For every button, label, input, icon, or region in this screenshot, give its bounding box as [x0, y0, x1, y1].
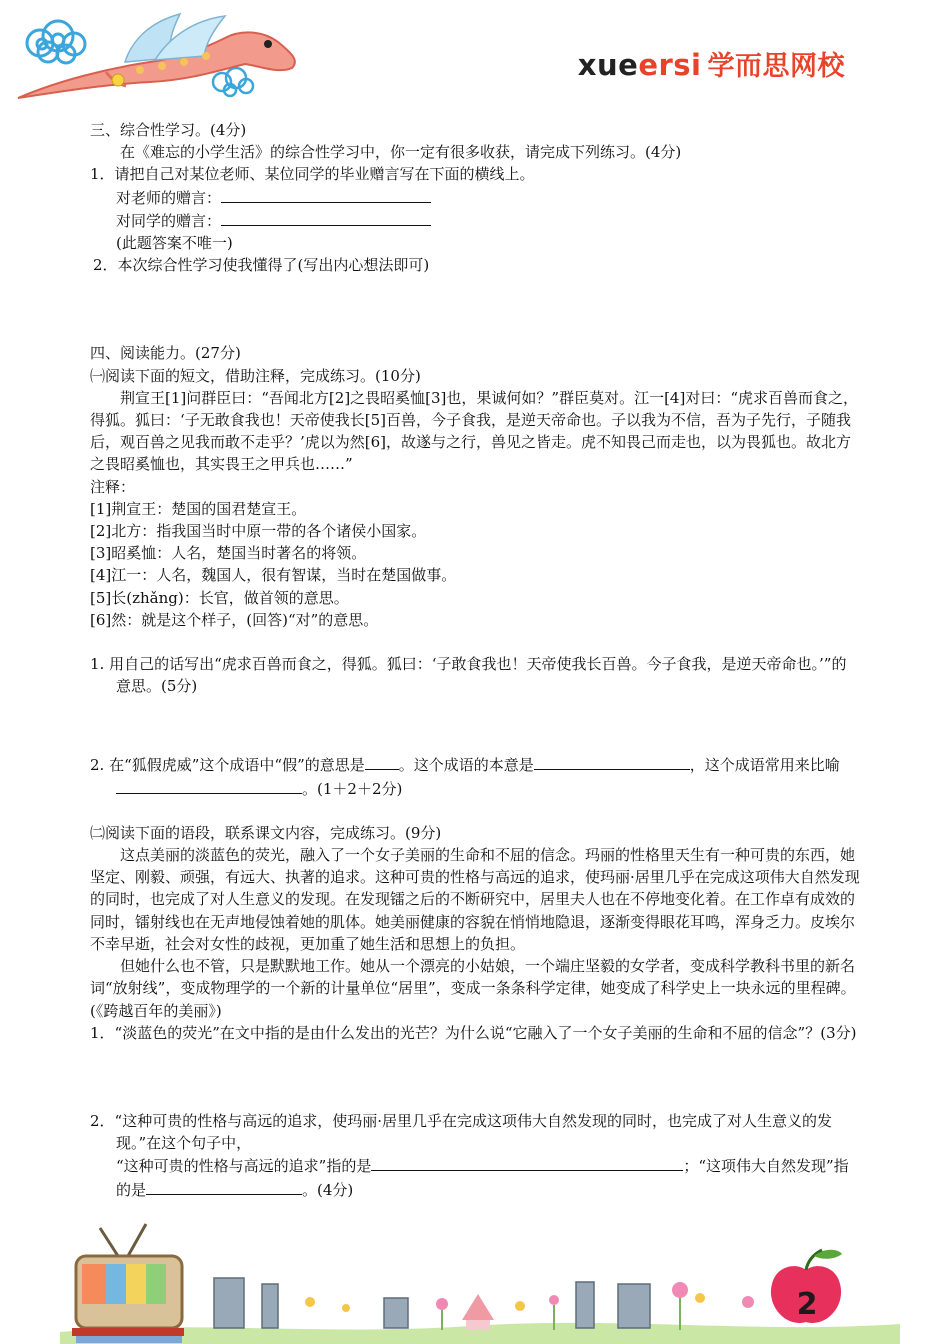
passage-1-title: ㈠阅读下面的短文，借助注释，完成练习。(10分): [90, 366, 421, 385]
section-3-intro: 在《难忘的小学生活》的综合性学习中，你一定有很多收获，请完成下列练习。(4分): [120, 143, 682, 162]
notes-title: 注释：: [90, 477, 136, 496]
page-footer: [0, 1210, 950, 1344]
classmate-message-blank[interactable]: [221, 209, 431, 226]
brand-cn: 学而思网校: [707, 51, 845, 82]
passage-2-title: ㈡阅读下面的语段，联系课文内容，完成练习。(9分): [90, 823, 442, 842]
passage-2-q2: 2．“这种可贵的性格与高远的追求，使玛丽·居里几乎在完成这项伟大自然发现的同时，也完成了对人生意义的发现。”在这个句子中，: [90, 1111, 832, 1153]
page-number: 2: [796, 1287, 818, 1322]
q2-blank-label-c: 。(4分): [302, 1180, 354, 1199]
section-3-title: 三、综合性学习。(4分): [90, 121, 247, 139]
q2-text-a: 2. 在“狐假虎威”这个成语中“假”的意思是: [90, 756, 365, 775]
brand-logo: [578, 44, 845, 83]
teacher-message-blank[interactable]: [221, 186, 431, 203]
classmate-message-row: [90, 209, 860, 232]
idiom-metaphor-blank[interactable]: [116, 777, 302, 794]
passage-1-q2: [90, 753, 860, 799]
note-item: [3]昭奚恤：人名，楚国当时著名的将领。: [90, 544, 367, 563]
passage-2-para-1: 这点美丽的淡蓝色的荧光，融入了一个女子美丽的生命和不屈的信念。玛丽的性格里天生有一种可贵的东西，她坚定、刚毅、顽强，有远大、执著的追求。这种可贵的性格与高远的追求，使玛丽·居里几乎在完成这项伟大自然发现的同时，也完成了对人生意义的发现。在发现镭之后的不断研究中，居里夫人也在不停地变化着。在工作卓有成效的同时，镭射线也在无声地侵蚀着她的肌体。她美丽健康的容貌在悄悄地隐退，逐渐变得眼花耳鸣，浑身乏力。皮埃尔不幸早逝，社会对女性的歧视，更加重了她生活和思想上的负担。: [90, 846, 860, 953]
q2-text-c: ，这个成语常用来比喻: [689, 756, 840, 775]
answer-space: [90, 276, 860, 342]
tv-icon: [72, 1224, 184, 1343]
brand-latin-1: xue: [577, 48, 639, 82]
trait-blank[interactable]: [371, 1154, 683, 1171]
note-item: [6]然：就是这个样子，(回答)“对”的意思。: [90, 610, 379, 629]
passage-2-para-2: 但她什么也不管，只是默默地工作。她从一个漂亮的小姑娘，一个端庄坚毅的女学者，变成科学教科书里的新名词“放射线”，变成物理学的一个新的计量单位“居里”，变成一条条科学定律，她变成了科学史上一块永远的里程碑。(《跨越百年的美丽》): [90, 957, 856, 1020]
answer-space: [90, 1044, 860, 1110]
idiom-origin-blank[interactable]: [534, 753, 690, 770]
passage-1-q1: 1. 用自己的话写出“虎求百兽而食之，得狐。狐曰：‘子敢食我也！天帝使我长百兽。今子食我，是逆天帝命也。’”的意思。(5分): [90, 655, 847, 696]
q2-blank-label-b: ；“这项伟大自然发现”指的是: [116, 1157, 849, 1199]
q2-text-d: 。(1＋2＋2分): [302, 779, 403, 798]
dragon-illustration-icon: [0, 0, 320, 110]
teacher-message-row: [90, 186, 860, 209]
q2-blank-label-a: “这种可贵的性格与高远的追求”指的是: [116, 1157, 372, 1176]
passage-2-q1: 1．“淡蓝色的荧光”在文中指的是由什么发出的光芒？为什么说“它融入了一个女子美丽的生命和不屈的信念”？(3分): [90, 1023, 857, 1042]
note-item: [1]荆宣王：楚国的国君楚宣王。: [90, 499, 307, 518]
answer-space: [90, 697, 860, 753]
document-body: [90, 119, 860, 1201]
note-item: [2]北方：指我国当时中原一带的各个诸侯小国家。: [90, 522, 427, 541]
teacher-message-label: 对老师的赠言：: [116, 188, 222, 207]
jia-meaning-blank[interactable]: [365, 753, 399, 770]
section-3-q2: 2．本次综合性学习使我懂得了(写出内心想法即可): [93, 256, 430, 275]
brand-latin-2: ersi: [638, 48, 702, 82]
page-header: [0, 0, 950, 110]
section-3-q1: 1．请把自己对某位老师、某位同学的毕业赠言写在下面的横线上。: [90, 165, 535, 184]
section-4-title: 四、阅读能力。(27分): [90, 344, 241, 363]
q2-text-b: 。这个成语的本意是: [398, 756, 534, 775]
note-item: [4]江一：人名，魏国人，很有智谋，当时在楚国做事。: [90, 566, 457, 585]
passage-2-q2-blanks: [90, 1154, 860, 1200]
section-3-note: (此题答案不唯一): [116, 234, 233, 253]
cloud-icon: [27, 21, 85, 63]
passage-1-text: 荆宣王[1]问群臣曰：“吾闻北方[2]之畏昭奚恤[3]也，果诚何如？”群臣莫对。江一[4]对曰：“虎求百兽而食之，得狐。狐曰：‘子无敢食我也！天帝使我长[5]百兽，今子食我，是逆天帝命也。子以我为不信，吾为子先行，子随我后，观百兽之见我而敢不走乎？’虎以为然[6]，故遂与之行，兽见之皆走。虎不知畏己而走也，以为畏狐也。故北方之畏昭奚恤也，其实畏王之甲兵也……”: [90, 388, 859, 474]
footer-illustration: [0, 1210, 950, 1344]
note-item: [5]长(zhǎng)：长官，做首领的意思。: [90, 588, 349, 607]
classmate-message-label: 对同学的赠言：: [116, 211, 222, 230]
discovery-blank[interactable]: [146, 1178, 302, 1195]
